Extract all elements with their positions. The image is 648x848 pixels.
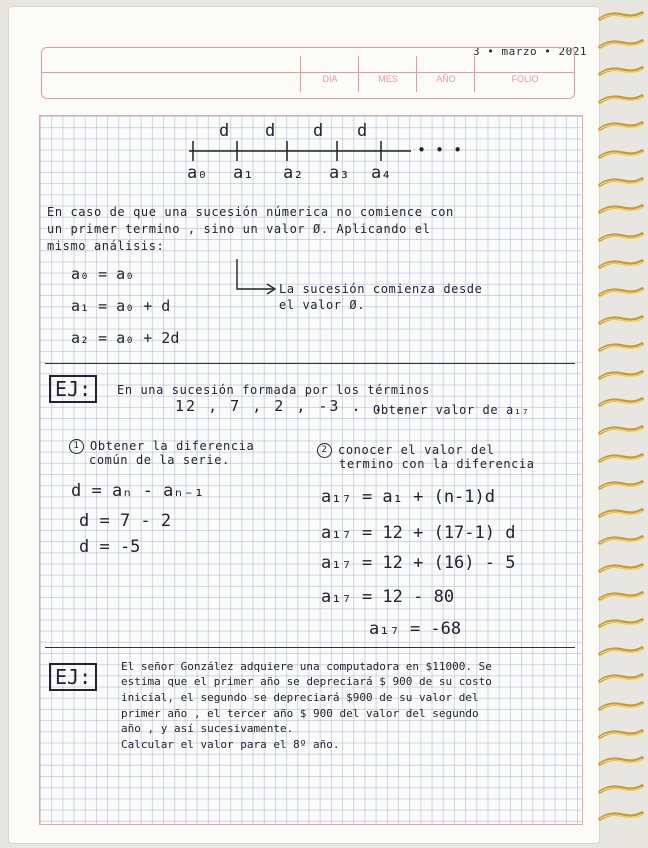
spiral-ring (598, 396, 644, 410)
term-equation: a₁₇ = 12 + (17-1) d (321, 523, 516, 543)
difference-equation: d = 7 - 2 (79, 511, 172, 531)
problem-text-line: El señor González adquiere una computadora en $11000. Se (121, 660, 492, 673)
problem-text-line: Calcular el valor para el 8º año. (121, 738, 340, 751)
example-statement: En una sucesión formada por los términos (117, 383, 430, 397)
term-equation: a₁₇ = 12 - 80 (321, 587, 455, 607)
section-divider (45, 647, 575, 648)
d-label: d (265, 121, 276, 141)
spiral-ring (598, 728, 644, 742)
example-tag: EJ: (49, 375, 97, 403)
spiral-ring (598, 479, 644, 493)
spiral-ring (598, 176, 644, 190)
step-two-subline: termino con la diferencia (339, 457, 535, 471)
step-number-badge: 1 (69, 439, 84, 454)
d-label: d (357, 121, 368, 141)
spiral-ring (598, 341, 644, 355)
spiral-ring (598, 672, 644, 686)
spiral-ring (598, 507, 644, 521)
difference-equation: d = aₙ - aₙ₋₁ (71, 481, 205, 501)
d-label: d (313, 121, 324, 141)
term-equation: a₁₇ = 12 + (16) - 5 (321, 553, 516, 573)
example-goal: Obtener valor de a₁₇ (373, 403, 530, 417)
example-tag: EJ: (49, 663, 97, 691)
spiral-ring (598, 369, 644, 383)
intro-text-line: En caso de que una sucesión númerica no comience con (47, 205, 454, 219)
term-label: a₄ (371, 163, 392, 183)
problem-text-line: primer año , el tercer año $ 900 del valor del segundo (121, 707, 479, 720)
equation-line: a₂ = a₀ + 2d (71, 329, 180, 347)
intro-text-line: un primer termino , sino un valor Ø. Aplicando el (47, 222, 431, 236)
spiral-ring (598, 314, 644, 328)
spiral-ring (598, 617, 644, 631)
spiral-ring (598, 783, 644, 797)
spiral-ring (598, 452, 644, 466)
d-label: d (219, 121, 230, 141)
arrow-note-line: el valor Ø. (279, 298, 366, 312)
spiral-ring (598, 38, 644, 52)
spiral-ring (598, 120, 644, 134)
spiral-ring (598, 93, 644, 107)
spiral-ring (598, 10, 644, 24)
spiral-ring (598, 700, 644, 714)
arrow-icon (233, 257, 283, 297)
term-equation: a₁₇ = -68 (369, 619, 462, 639)
term-label: a₁ (233, 163, 254, 183)
spiral-ring (598, 424, 644, 438)
step-one-heading: 1 Obtener la diferencia (69, 439, 254, 454)
header-cell-folio: FOLIO (474, 56, 575, 92)
spiral-ring (598, 645, 644, 659)
term-label: a₂ (283, 163, 304, 183)
spiral-ring (598, 810, 644, 824)
spiral-ring (598, 590, 644, 604)
ellipsis-dots: • • • (417, 141, 463, 159)
spiral-ring (598, 148, 644, 162)
step-two-heading: 2 conocer el valor del (317, 443, 495, 458)
equation-line: a₀ = a₀ (71, 265, 135, 283)
spiral-ring (598, 65, 644, 79)
difference-equation: d = -5 (79, 537, 141, 557)
header-cell-dia: DIA (300, 56, 359, 92)
term-label: a₃ (329, 163, 350, 183)
problem-text-line: año , y así sucesivamente. (121, 722, 294, 735)
spiral-ring (598, 562, 644, 576)
step-number-badge: 2 (317, 443, 332, 458)
date-text: 3 • marzo • 2021 (473, 45, 587, 58)
spiral-ring (598, 231, 644, 245)
problem-text-line: estima que el primer año se depreciará $ 900 de su costo (121, 675, 492, 688)
arrow-note-line: La sucesión comienza desde (279, 282, 483, 296)
term-label: a₀ (187, 163, 208, 183)
notebook-page (8, 6, 600, 844)
intro-text-line: mismo análisis: (47, 239, 165, 253)
spiral-ring (598, 258, 644, 272)
section-divider (45, 363, 575, 364)
spiral-ring (598, 755, 644, 769)
term-equation: a₁₇ = a₁ + (n-1)d (321, 487, 495, 507)
spiral-ring (598, 534, 644, 548)
step-one-subline: común de la serie. (89, 453, 230, 467)
spiral-ring (598, 203, 644, 217)
spiral-ring (598, 286, 644, 300)
sequence-text: 12 , 7 , 2 , -3 . . . (175, 397, 407, 415)
header-cell-ano: AÑO (416, 56, 475, 92)
equation-line: a₁ = a₀ + d (71, 297, 171, 315)
header-cell-mes: MES (358, 56, 417, 92)
problem-text-line: inicial, el segundo se depreciará $900 de su valor del (121, 691, 479, 704)
page-header-box (41, 47, 575, 99)
